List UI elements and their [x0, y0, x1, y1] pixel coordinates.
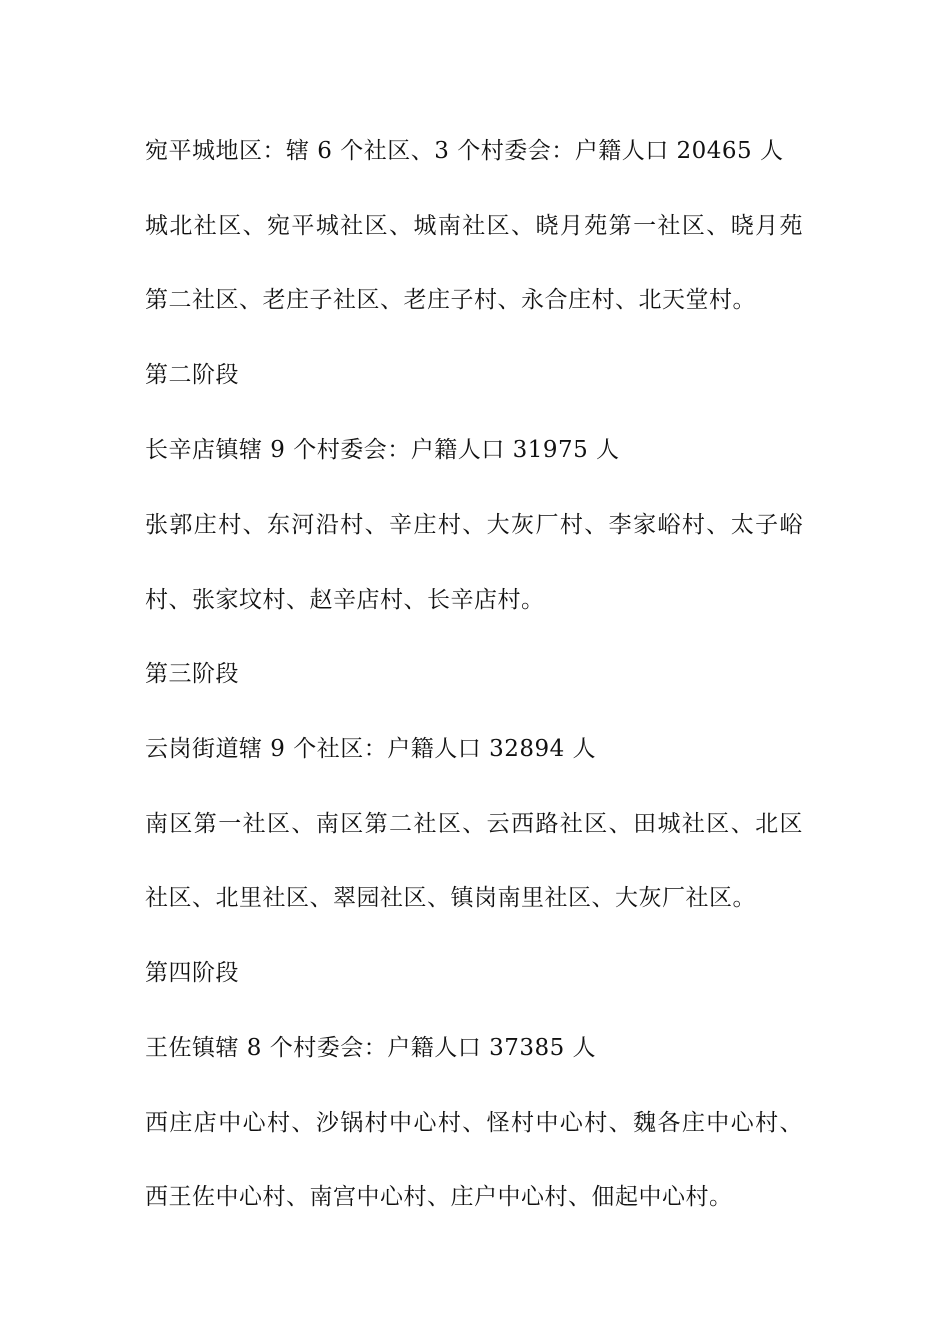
wanping-communities-line-1: 城北社区、宛平城社区、城南社区、晓月苑第一社区、晓月苑	[145, 213, 803, 239]
stage-two-heading: 第二阶段	[145, 362, 239, 388]
yungang-communities-line-1: 南区第一社区、南区第二社区、云西路社区、田城社区、北区	[145, 811, 803, 837]
wangzuo-villages-line-2: 西王佐中心村、南宫中心村、庄户中心村、佃起中心村。	[145, 1184, 733, 1210]
stage-three-heading: 第三阶段	[145, 661, 239, 687]
district-wangzuo-summary: 王佐镇辖 8 个村委会：户籍人口 37385 人	[145, 1035, 597, 1061]
stage-four-heading: 第四阶段	[145, 960, 239, 986]
wangzuo-villages-line-1: 西庄店中心村、沙锅村中心村、怪村中心村、魏各庄中心村、	[145, 1110, 803, 1136]
district-yungang-summary: 云岗街道辖 9 个社区：户籍人口 32894 人	[145, 736, 597, 762]
changxindian-villages-line-1: 张郭庄村、东河沿村、辛庄村、大灰厂村、李家峪村、太子峪	[145, 512, 803, 538]
wanping-communities-line-2: 第二社区、老庄子社区、老庄子村、永合庄村、北天堂村。	[145, 287, 756, 313]
district-wanping-summary: 宛平城地区：辖 6 个社区、3 个村委会：户籍人口 20465 人	[145, 138, 784, 164]
changxindian-villages-line-2: 村、张家坟村、赵辛店村、长辛店村。	[145, 587, 545, 613]
district-changxindian-summary: 长辛店镇辖 9 个村委会：户籍人口 31975 人	[145, 437, 620, 463]
yungang-communities-line-2: 社区、北里社区、翠园社区、镇岗南里社区、大灰厂社区。	[145, 885, 756, 911]
